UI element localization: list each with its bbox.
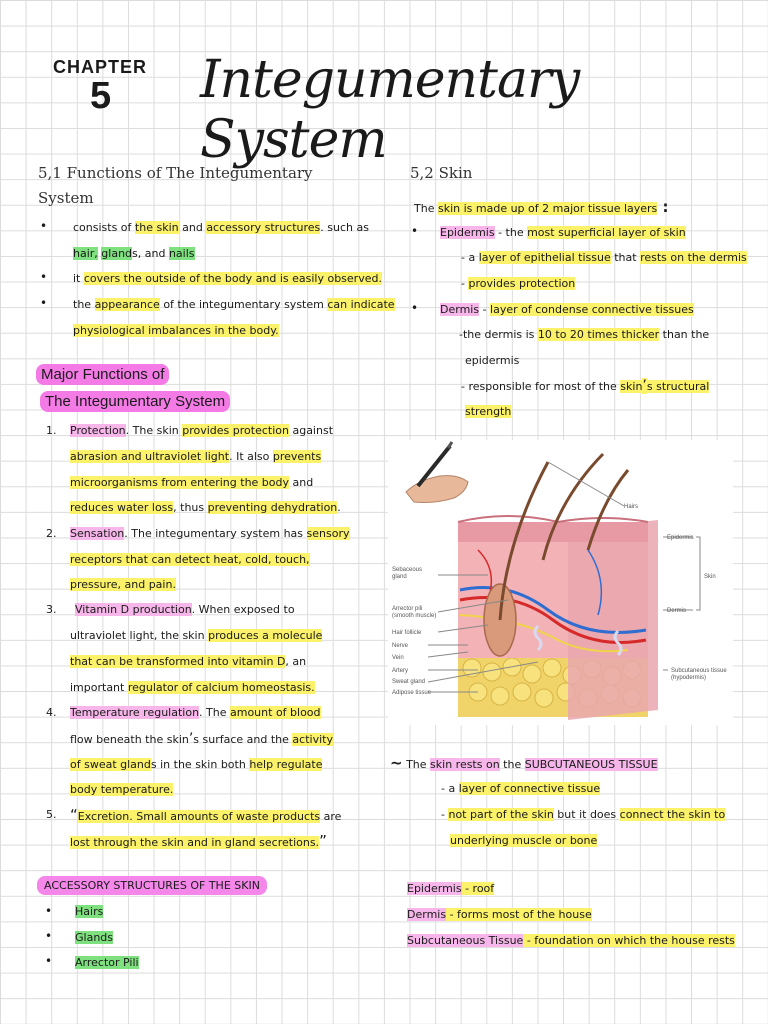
list-number-1: 1.: [46, 424, 57, 437]
subcut-line-1: ~ The skin rests on the SUBCUTANEOUS TISSUE: [390, 754, 658, 772]
list-number-4: 4.: [46, 706, 57, 719]
major-2-line-2: receptors that can detect heat, cold, touch,: [70, 553, 310, 566]
label-dermis: Dermis: [667, 608, 686, 614]
s51-line-4: the appearance of the integumentary system can indicate: [73, 298, 395, 311]
bullet-5-1-2: •: [40, 270, 48, 284]
label-epidermis: Epidermis: [667, 535, 694, 541]
s52-epidermis-line: Epidermis - the most superficial layer of skin: [440, 226, 686, 239]
list-number-3: 3.: [46, 603, 57, 616]
label-subcut-2: (hypodermis): [671, 675, 707, 681]
major-1-line-4: reduces water loss, thus preventing dehydration.: [70, 501, 341, 514]
major-2-line-3: pressure, and pain.: [70, 578, 176, 591]
major-functions-heading-2: The Integumentary System: [40, 391, 230, 412]
bullet-5-1-1: •: [40, 219, 48, 233]
s52-intro: The skin is made up of 2 major tissue layers :: [414, 198, 669, 216]
accessory-item-hairs: Hairs: [75, 905, 104, 918]
bullet-5-1-3: •: [40, 296, 48, 310]
label-sebaceous-1: Sebaceous: [392, 567, 423, 573]
major-1-line-1: Protection. The skin provides protection against: [70, 424, 334, 437]
section-5-1-title: 5,1 Functions of The Integumentary System: [38, 164, 313, 207]
s52-dermis-sub-2: epidermis: [465, 354, 520, 367]
s52-dermis-sub-3: - responsible for most of the skin’s structural: [461, 378, 710, 394]
label-sebaceous-2: gland: [392, 574, 407, 580]
subcut-line-3: - not part of the skin but it does connect the skin to: [441, 808, 726, 821]
s51-line-3: it covers the outside of the body and is easily observed.: [73, 272, 382, 285]
chapter-label: CHAPTER: [53, 57, 148, 77]
major-4-line-2: flow beneath the skin’s surface and the activity: [70, 731, 333, 747]
label-subcut-1: Subcutaneous tissue: [671, 668, 727, 674]
skin-diagram: [388, 440, 733, 725]
label-sweat: Sweat gland: [392, 679, 426, 685]
major-2-line-1: Sensation. The integumentary system has sensory: [70, 527, 350, 540]
label-arrector-2: (smooth muscle): [392, 613, 437, 619]
section-5-2-title: 5,2 Skin: [410, 164, 473, 182]
s51-line-5: physiological imbalances in the body.: [73, 324, 279, 337]
label-nerve: Nerve: [392, 643, 409, 649]
bullet-acc-2: •: [45, 929, 53, 943]
major-1-line-2: abrasion and ultraviolet light. It also prevents: [70, 450, 322, 463]
analogy-subcutaneous: Subcutaneous Tissue - foundation on which the house rests: [407, 934, 735, 947]
s52-dermis-sub-4: strength: [465, 405, 512, 418]
label-skin: Skin: [704, 574, 716, 580]
accessory-heading: ACCESSORY STRUCTURES OF THE SKIN: [37, 876, 267, 895]
major-1-line-3: microorganisms from entering the body and: [70, 476, 314, 489]
label-vein: Vein: [392, 655, 404, 661]
label-hairs: Hairs: [624, 504, 639, 510]
bullet-acc-3: •: [45, 954, 53, 968]
major-4-line-4: body temperature.: [70, 783, 174, 796]
s52-epidermis-sub-1: - a layer of epithelial tissue that rests on the dermis: [461, 251, 747, 264]
s52-epidermis-sub-2: - provides protection: [461, 277, 576, 290]
accessory-item-arrector-pili: Arrector Pili: [75, 956, 139, 969]
major-4-line-3: of sweat glands in the skin both help regulate: [70, 758, 323, 771]
label-adipose: Adipose tissue: [392, 690, 432, 696]
bullet-acc-1: •: [45, 904, 53, 918]
accessory-item-glands: Glands: [75, 931, 114, 944]
s52-dermis-sub-1: -the dermis is 10 to 20 times thicker than the: [459, 328, 710, 341]
major-4-line-1: Temperature regulation. The amount of blood: [70, 706, 321, 719]
analogy-dermis: Dermis - forms most of the house: [407, 908, 592, 921]
bullet-dermis: •: [411, 301, 419, 315]
s52-dermis-line: Dermis - layer of condense connective tissues: [440, 303, 694, 316]
s51-line-1: consists of the skin and accessory structures. such as: [73, 221, 369, 234]
list-number-5: 5.: [46, 808, 57, 821]
major-3-line-4: important regulator of calcium homeostasis.: [70, 681, 315, 694]
label-arrector-1: Arrector pili: [392, 606, 423, 612]
list-number-2: 2.: [46, 527, 57, 540]
s51-line-2: hair, glands, and nails: [73, 247, 195, 260]
analogy-epidermis: Epidermis - roof: [407, 882, 495, 895]
major-3-line-2: ultraviolet light, the skin produces a molecule: [70, 629, 323, 642]
chapter-number: 5: [90, 75, 112, 117]
subcut-line-4: underlying muscle or bone: [450, 834, 598, 847]
label-follicle: Hair follicle: [392, 630, 422, 636]
bullet-epidermis: •: [411, 224, 419, 238]
major-5-line-2: lost through the skin and in gland secretions.”: [70, 832, 327, 850]
label-artery: Artery: [392, 668, 409, 674]
page-title: Integumentary System: [200, 50, 580, 170]
major-functions-heading-1: Major Functions of: [36, 364, 169, 385]
major-3-line-3: that can be transformed into vitamin D, an: [70, 655, 307, 668]
major-3-line-1: Vitamin D production. When exposed to: [75, 603, 295, 616]
major-5-line-1: “Excretion. Small amounts of waste products are: [70, 806, 342, 824]
subcut-line-2: - a layer of connective tissue: [441, 782, 601, 795]
